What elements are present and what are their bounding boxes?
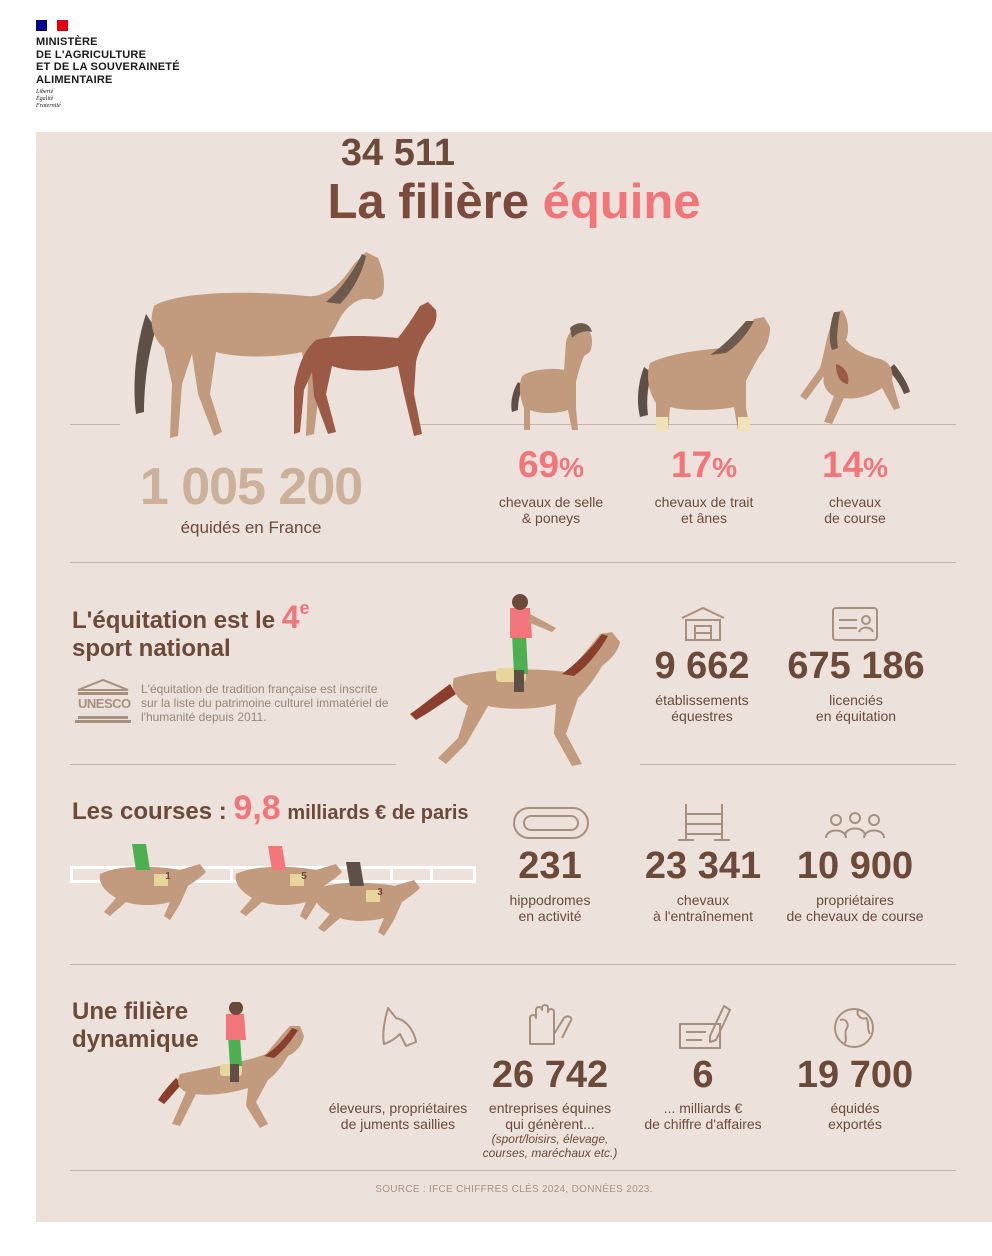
globe-icon: [832, 1006, 876, 1050]
stat-exportes-value: 19 700: [796, 1054, 914, 1096]
racetrack-icon: [512, 806, 590, 840]
stat-hippodromes-value: 231: [518, 845, 582, 887]
stat-entreprises-label: entreprises équines qui génèrent...: [488, 1100, 612, 1132]
stat-hippodromes-label: hippodromes en activité: [509, 892, 591, 924]
unesco-text: L'équitation de tradition française est inscrite sur la liste du patrimoine culturel immatériel de l'humanité depuis 2011.: [141, 682, 389, 724]
stat-entrainement-label: chevaux à l'entraînement: [653, 892, 753, 924]
stat-milliards-label: ... milliards € de chiffre d'affaires: [644, 1100, 762, 1132]
race-number-1: 1: [165, 871, 171, 882]
stat-eleveurs-value: 34 511: [340, 132, 456, 174]
stat-entreprises-value: 26 742: [491, 1054, 609, 1096]
infographic-panel: [36, 132, 992, 1222]
ministry-logo: [36, 20, 256, 110]
unesco-logo: UNESCO: [74, 678, 132, 724]
gloves-icon: [524, 1004, 580, 1050]
category-label-selle: chevaux de selle & poneys: [498, 494, 604, 526]
stat-proprietaires-value: 10 900: [796, 845, 914, 887]
category-label-course: chevaux de course: [824, 494, 886, 526]
courses-heading: Les courses : 9,8 milliards € de paris: [72, 789, 469, 827]
pony-illustration: [506, 312, 596, 437]
stat-exportes-label: équidés exportés: [828, 1100, 882, 1132]
stat-milliards-value: 6: [692, 1054, 714, 1096]
hurdle-icon: [676, 802, 732, 842]
racehorse-illustration: [796, 304, 916, 444]
stat-proprietaires-label: propriétaires de chevaux de course: [786, 892, 924, 924]
horse-head-icon: [376, 1004, 424, 1050]
document-pen-icon: [676, 1002, 732, 1050]
rider-horse-illustration: [406, 594, 626, 774]
race-number-5: 5: [301, 871, 307, 882]
race-number-3: 3: [377, 887, 383, 898]
draft-horse-illustration: [634, 307, 774, 437]
jumping-horse-illustration: [156, 1002, 316, 1142]
stable-icon: [680, 606, 726, 642]
category-pct-trait: 17%: [670, 444, 738, 485]
stat-etablissements-label: établissements équestres: [655, 692, 749, 724]
people-icon: [824, 810, 886, 840]
mare-and-foal-illustration: [126, 244, 446, 454]
stat-entrainement-value: 23 341: [644, 845, 762, 887]
page-title: La filière équine: [327, 175, 701, 229]
horse-race-illustration: [70, 844, 478, 944]
total-equides-value: 1 005 200: [139, 458, 363, 516]
license-card-icon: [831, 606, 879, 642]
stat-eleveurs-label: éleveurs, propriétaires de juments saillies: [328, 1100, 468, 1132]
equitation-heading: L'équitation est le 4e sport national: [72, 598, 310, 662]
total-equides-label: équidés en France: [180, 518, 322, 537]
category-label-trait: chevaux de trait et ânes: [654, 494, 754, 526]
source-note: SOURCE : IFCE CHIFFRES CLÉS 2024, DONNÉES 2023.: [375, 1184, 653, 1195]
category-pct-course: 14%: [821, 444, 889, 485]
filiere-heading: Une filière dynamique: [72, 998, 199, 1053]
stat-entreprises-note: (sport/loisirs, élevage, courses, maréchaux etc.): [482, 1132, 618, 1160]
ministry-name: MINISTÈRE DE L'AGRICULTURE ET DE LA SOUVERAINETÉ ALIMENTAIRE: [36, 36, 180, 86]
stat-licencies-value: 675 186: [787, 645, 925, 687]
french-flag-icon: [36, 20, 68, 31]
category-pct-selle: 69%: [517, 444, 585, 485]
stat-etablissements-value: 9 662: [654, 645, 750, 687]
stat-licencies-label: licenciés en équitation: [815, 692, 897, 724]
republic-motto: Liberté Égalité Fraternité: [36, 89, 61, 109]
